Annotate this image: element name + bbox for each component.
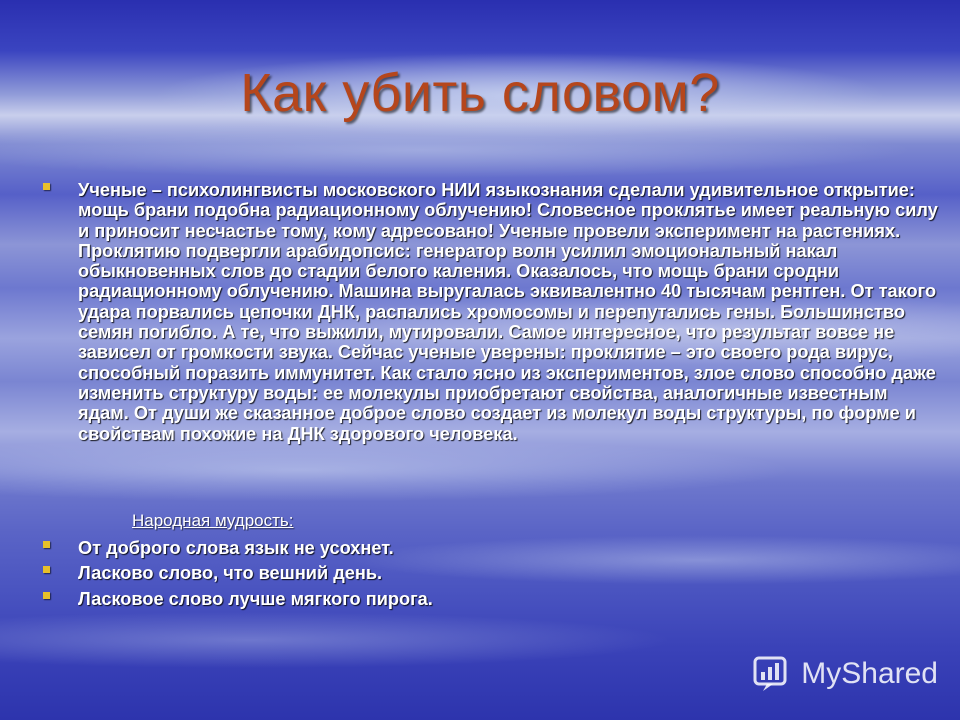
bullet-square-icon — [43, 592, 50, 599]
proverb-text: Ласково слово, что вешний день. — [78, 563, 383, 584]
myshared-watermark — [753, 656, 938, 692]
main-bullet — [40, 180, 938, 444]
slide-title: Как убить словом? — [240, 63, 720, 123]
wisdom-title: Народная мудрость: — [132, 511, 294, 530]
bullet-square-icon — [43, 541, 50, 548]
proverb-item — [40, 538, 920, 558]
myshared-logo-icon — [753, 656, 793, 692]
bullet-square-icon — [43, 183, 50, 190]
proverb-text: От доброго слова язык не усохнет. — [78, 538, 394, 558]
watermark-text: MyShared — [801, 657, 938, 690]
proverb-item — [40, 589, 920, 609]
main-paragraph: Ученые – психолингвисты московского НИИ языкознания сделали удивительное открытие: мощь брани подобна радиационному облучению! Словесное проклятье имеет реальную силу и приносит несчастье тому, кому адресовано! Ученые провели эксперимент на растениях. Проклятию подвергли арабидопсис: генератор волн усилил эмоциональный накал обыкновенных слов до стадии белого каления. Оказалось, что мощь брани сродни радиационному облучению. Машина выругалась эквивалентно 40 тысячам рентген. От такого удара порвались цепочки ДНК, распались хромосомы и перепутались гены. Большинство семян погибло. А те, что выжили, мутировали. Самое интересное, что результат вовсе не зависел от громкости звука. Сейчас ученые уверены: проклятие – это своего рода вирус, способный поразить иммунитет. Как стало ясно из экспериментов, злое слово способно даже изменить структуру воды: ее молекулы приобретают свойства, аналогичные известным ядам. От души же сказанное доброе слово создает из молекул воды структуры, по форме и свойствам похожие на ДНК здорового человека. — [78, 180, 938, 444]
slide-body — [40, 180, 938, 444]
proverbs-list — [40, 538, 920, 614]
bullet-square-icon — [43, 566, 50, 573]
proverb-text: Ласковое слово лучше мягкого пирога. — [78, 588, 433, 609]
proverb-item — [40, 563, 920, 583]
